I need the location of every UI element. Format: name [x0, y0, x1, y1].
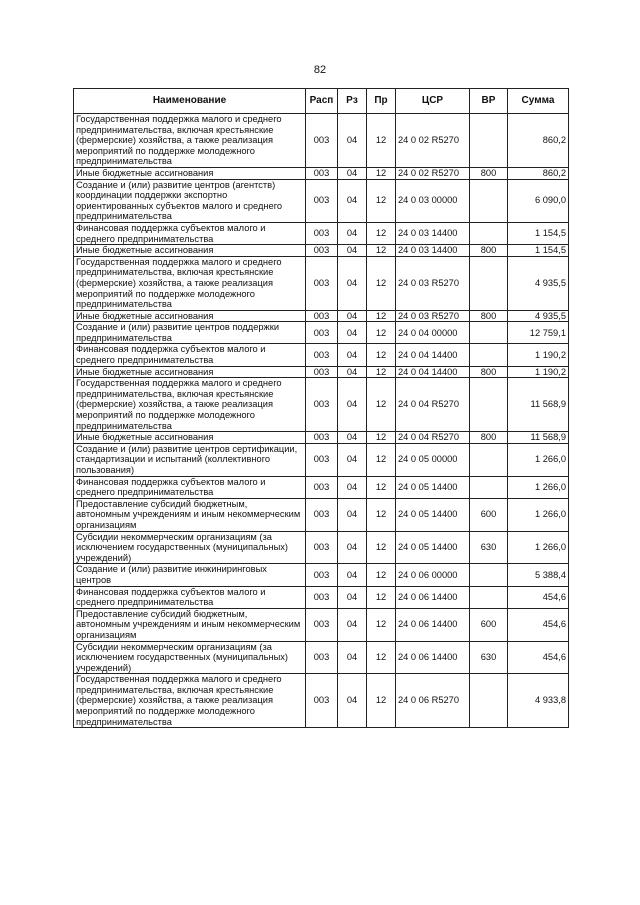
cell-vr [470, 344, 508, 366]
cell-pr: 12 [367, 256, 396, 310]
cell-sum: 454,6 [508, 641, 569, 674]
cell-pr: 12 [367, 564, 396, 586]
cell-name: Создание и (или) развитие центров сертификации, стандартизации и испытаний (коллективного пользования) [74, 443, 306, 476]
cell-rz: 04 [338, 608, 367, 641]
cell-vr: 800 [470, 310, 508, 322]
cell-rz: 04 [338, 443, 367, 476]
cell-pr: 12 [367, 674, 396, 728]
table-row [74, 608, 569, 641]
cell-pr: 12 [367, 310, 396, 322]
cell-rz: 04 [338, 366, 367, 378]
cell-vr [470, 256, 508, 310]
cell-vr [470, 222, 508, 244]
cell-csr: 24 0 04 14400 [396, 366, 470, 378]
cell-name: Предоставление субсидий бюджетным, автономным учреждениям и иным некоммерческим организациям [74, 608, 306, 641]
cell-csr: 24 0 03 R5270 [396, 310, 470, 322]
cell-rasp: 003 [306, 564, 338, 586]
cell-name: Государственная поддержка малого и среднего предпринимательства, включая крестьянские (фермерские) хозяйства, а также реализация мероприятий по поддержке молодежного предпринимательства [74, 674, 306, 728]
table-row [74, 179, 569, 222]
header-name: Наименование [74, 89, 306, 114]
cell-rasp: 003 [306, 344, 338, 366]
cell-sum: 1 154,5 [508, 245, 569, 257]
cell-pr: 12 [367, 366, 396, 378]
cell-vr [470, 586, 508, 608]
cell-csr: 24 0 04 R5270 [396, 432, 470, 444]
cell-rz: 04 [338, 310, 367, 322]
cell-rasp: 003 [306, 378, 338, 432]
header-vr: ВР [470, 89, 508, 114]
cell-vr [470, 674, 508, 728]
cell-rasp: 003 [306, 366, 338, 378]
cell-rz: 04 [338, 344, 367, 366]
cell-rasp: 003 [306, 586, 338, 608]
cell-name: Иные бюджетные ассигнования [74, 245, 306, 257]
cell-pr: 12 [367, 245, 396, 257]
cell-name: Иные бюджетные ассигнования [74, 366, 306, 378]
cell-sum: 6 090,0 [508, 179, 569, 222]
cell-rz: 04 [338, 586, 367, 608]
cell-sum: 4 935,5 [508, 256, 569, 310]
header-csr: ЦСР [396, 89, 470, 114]
cell-name: Государственная поддержка малого и среднего предпринимательства, включая крестьянские (фермерские) хозяйства, а также реализация мероприятий по поддержке молодежного предпринимательства [74, 256, 306, 310]
cell-name: Предоставление субсидий бюджетным, автономным учреждениям и иным некоммерческим организациям [74, 498, 306, 531]
cell-rz: 04 [338, 476, 367, 498]
cell-csr: 24 0 02 R5270 [396, 167, 470, 179]
cell-csr: 24 0 04 R5270 [396, 378, 470, 432]
cell-sum: 12 759,1 [508, 322, 569, 344]
cell-rz: 04 [338, 222, 367, 244]
cell-pr: 12 [367, 378, 396, 432]
cell-vr: 800 [470, 432, 508, 444]
budget-table [73, 88, 569, 728]
cell-rz: 04 [338, 641, 367, 674]
cell-rasp: 003 [306, 498, 338, 531]
cell-pr: 12 [367, 432, 396, 444]
cell-rz: 04 [338, 531, 367, 564]
cell-sum: 4 933,8 [508, 674, 569, 728]
cell-csr: 24 0 06 14400 [396, 608, 470, 641]
cell-sum: 4 935,5 [508, 310, 569, 322]
table-row [74, 310, 569, 322]
cell-pr: 12 [367, 222, 396, 244]
table-row [74, 674, 569, 728]
table-row [74, 366, 569, 378]
cell-name: Финансовая поддержка субъектов малого и среднего предпринимательства [74, 222, 306, 244]
cell-vr: 630 [470, 641, 508, 674]
cell-sum: 1 266,0 [508, 443, 569, 476]
cell-csr: 24 0 02 R5270 [396, 114, 470, 168]
cell-vr [470, 378, 508, 432]
cell-pr: 12 [367, 608, 396, 641]
cell-rz: 04 [338, 256, 367, 310]
cell-vr: 800 [470, 167, 508, 179]
cell-pr: 12 [367, 476, 396, 498]
table-header-row [74, 89, 569, 114]
table-row [74, 531, 569, 564]
table-row [74, 443, 569, 476]
cell-rz: 04 [338, 114, 367, 168]
table-row [74, 167, 569, 179]
page-number: 82 [313, 64, 327, 76]
cell-name: Создание и (или) развитие центров (агентств) координации поддержки экспортно ориентированных субъектов малого и среднего предпринимательства [74, 179, 306, 222]
table-row [74, 344, 569, 366]
cell-rasp: 003 [306, 608, 338, 641]
cell-csr: 24 0 04 00000 [396, 322, 470, 344]
cell-rasp: 003 [306, 179, 338, 222]
cell-vr [470, 443, 508, 476]
cell-sum: 5 388,4 [508, 564, 569, 586]
table-row [74, 114, 569, 168]
cell-name: Государственная поддержка малого и среднего предпринимательства, включая крестьянские (фермерские) хозяйства, а также реализация мероприятий по поддержке молодежного предпринимательства [74, 114, 306, 168]
cell-sum: 1 266,0 [508, 531, 569, 564]
cell-pr: 12 [367, 322, 396, 344]
cell-rasp: 003 [306, 641, 338, 674]
table-row [74, 498, 569, 531]
cell-name: Государственная поддержка малого и среднего предпринимательства, включая крестьянские (фермерские) хозяйства, а также реализация мероприятий по поддержке молодежного предпринимательства [74, 378, 306, 432]
header-rasp: Расп [306, 89, 338, 114]
cell-rasp: 003 [306, 114, 338, 168]
cell-rasp: 003 [306, 167, 338, 179]
table-row [74, 476, 569, 498]
cell-rz: 04 [338, 245, 367, 257]
cell-pr: 12 [367, 586, 396, 608]
cell-name: Финансовая поддержка субъектов малого и среднего предпринимательства [74, 476, 306, 498]
cell-sum: 1 190,2 [508, 344, 569, 366]
cell-vr: 600 [470, 498, 508, 531]
table-row [74, 586, 569, 608]
cell-sum: 454,6 [508, 586, 569, 608]
cell-rasp: 003 [306, 476, 338, 498]
cell-pr: 12 [367, 443, 396, 476]
cell-name: Иные бюджетные ассигнования [74, 310, 306, 322]
cell-rz: 04 [338, 674, 367, 728]
cell-csr: 24 0 05 14400 [396, 531, 470, 564]
cell-name: Иные бюджетные ассигнования [74, 432, 306, 444]
cell-csr: 24 0 06 R5270 [396, 674, 470, 728]
cell-name: Иные бюджетные ассигнования [74, 167, 306, 179]
cell-rasp: 003 [306, 674, 338, 728]
table-row [74, 222, 569, 244]
cell-sum: 11 568,9 [508, 378, 569, 432]
cell-rasp: 003 [306, 222, 338, 244]
cell-name: Создание и (или) развитие инжиниринговых центров [74, 564, 306, 586]
header-sum: Сумма [508, 89, 569, 114]
cell-sum: 1 154,5 [508, 222, 569, 244]
cell-vr [470, 322, 508, 344]
cell-rz: 04 [338, 432, 367, 444]
cell-name: Финансовая поддержка субъектов малого и среднего предпринимательства [74, 586, 306, 608]
cell-csr: 24 0 03 R5270 [396, 256, 470, 310]
table-row [74, 322, 569, 344]
cell-sum: 1 266,0 [508, 498, 569, 531]
cell-csr: 24 0 05 14400 [396, 476, 470, 498]
cell-pr: 12 [367, 167, 396, 179]
cell-rz: 04 [338, 167, 367, 179]
cell-vr: 600 [470, 608, 508, 641]
table-row [74, 432, 569, 444]
cell-vr: 630 [470, 531, 508, 564]
cell-name: Создание и (или) развитие центров поддержки предпринимательства [74, 322, 306, 344]
cell-rasp: 003 [306, 432, 338, 444]
cell-pr: 12 [367, 531, 396, 564]
cell-pr: 12 [367, 179, 396, 222]
cell-csr: 24 0 06 14400 [396, 586, 470, 608]
cell-rasp: 003 [306, 531, 338, 564]
cell-vr: 800 [470, 366, 508, 378]
cell-name: Финансовая поддержка субъектов малого и среднего предпринимательства [74, 344, 306, 366]
cell-rz: 04 [338, 378, 367, 432]
table-body [74, 114, 569, 728]
cell-sum: 860,2 [508, 114, 569, 168]
cell-rasp: 003 [306, 322, 338, 344]
cell-vr [470, 564, 508, 586]
cell-rasp: 003 [306, 245, 338, 257]
cell-pr: 12 [367, 344, 396, 366]
cell-csr: 24 0 06 00000 [396, 564, 470, 586]
cell-rasp: 003 [306, 256, 338, 310]
cell-name: Субсидии некоммерческим организациям (за исключением государственных (муниципальных) учреждений) [74, 641, 306, 674]
cell-rasp: 003 [306, 310, 338, 322]
cell-vr [470, 114, 508, 168]
cell-csr: 24 0 04 14400 [396, 344, 470, 366]
cell-csr: 24 0 06 14400 [396, 641, 470, 674]
cell-sum: 454,6 [508, 608, 569, 641]
cell-csr: 24 0 05 14400 [396, 498, 470, 531]
cell-csr: 24 0 03 14400 [396, 222, 470, 244]
table-row [74, 245, 569, 257]
cell-pr: 12 [367, 641, 396, 674]
cell-rz: 04 [338, 564, 367, 586]
table-row [74, 564, 569, 586]
cell-vr [470, 179, 508, 222]
cell-sum: 11 568,9 [508, 432, 569, 444]
cell-csr: 24 0 03 14400 [396, 245, 470, 257]
cell-vr: 800 [470, 245, 508, 257]
table-row [74, 378, 569, 432]
cell-rz: 04 [338, 179, 367, 222]
header-rz: Рз [338, 89, 367, 114]
cell-rz: 04 [338, 498, 367, 531]
cell-vr [470, 476, 508, 498]
header-pr: Пр [367, 89, 396, 114]
cell-name: Субсидии некоммерческим организациям (за исключением государственных (муниципальных) учреждений) [74, 531, 306, 564]
table-row [74, 256, 569, 310]
cell-pr: 12 [367, 498, 396, 531]
cell-rz: 04 [338, 322, 367, 344]
cell-sum: 860,2 [508, 167, 569, 179]
cell-sum: 1 190,2 [508, 366, 569, 378]
cell-rasp: 003 [306, 443, 338, 476]
cell-csr: 24 0 03 00000 [396, 179, 470, 222]
cell-sum: 1 266,0 [508, 476, 569, 498]
cell-csr: 24 0 05 00000 [396, 443, 470, 476]
table-row [74, 641, 569, 674]
cell-pr: 12 [367, 114, 396, 168]
